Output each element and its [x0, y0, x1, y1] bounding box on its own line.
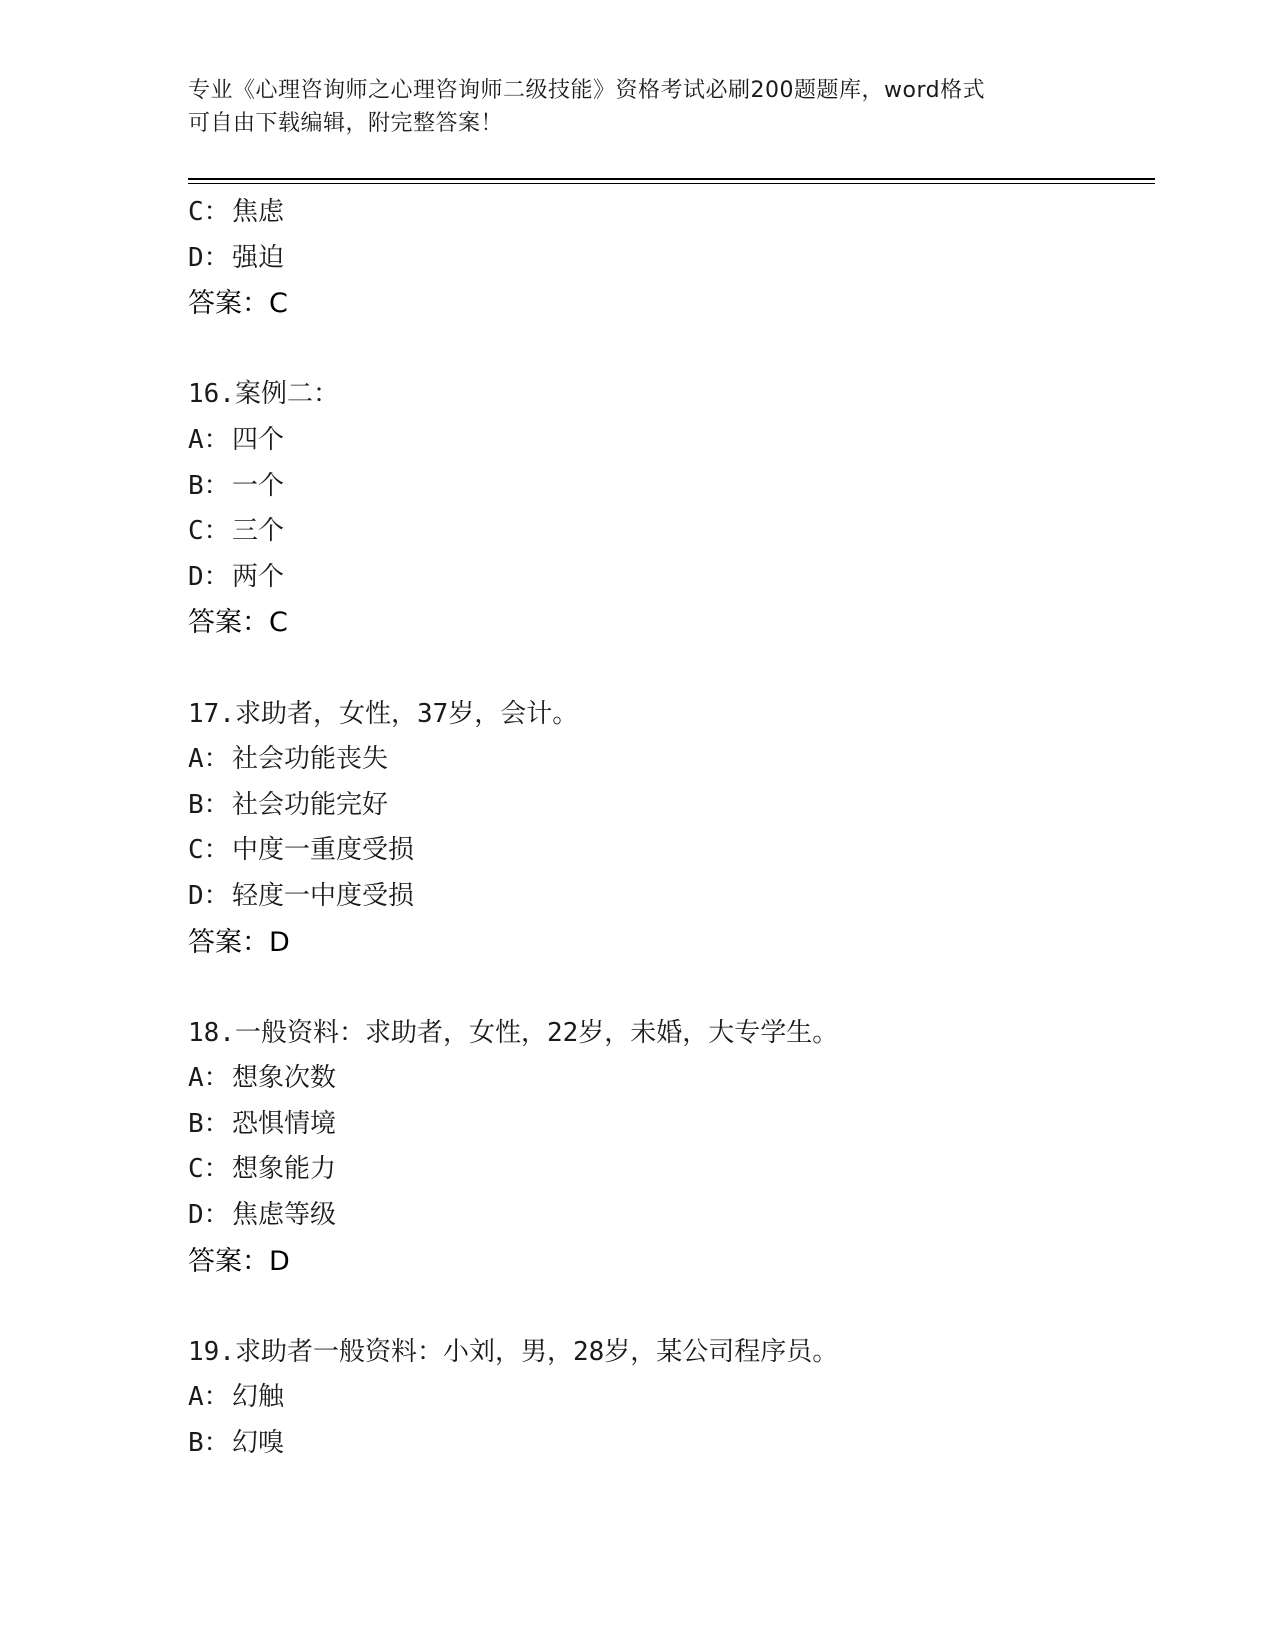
option-text: 想象能力: [232, 1154, 337, 1185]
option-letter: C：: [188, 197, 230, 227]
option-line: [188, 464, 1148, 510]
answer-line: 答案：D: [188, 1245, 290, 1277]
option-letter: D：: [188, 561, 230, 592]
option-text: 轻度一中度受损: [232, 880, 415, 911]
option-letter: B：: [188, 1428, 230, 1459]
option-line: [188, 1375, 1148, 1421]
header-title-line-1: 专业《心理咨询师之心理咨询师二级技能》资格考试必刷200题题库，word格式: [188, 78, 986, 103]
option-letter: C：: [188, 516, 230, 547]
option-text: 想象次数: [232, 1063, 337, 1094]
option-letter: C：: [188, 835, 230, 866]
option-letter: C：: [188, 1154, 230, 1185]
option-line: [188, 509, 1148, 555]
spacer: [188, 965, 1148, 1011]
option-text: 幻触: [232, 1382, 285, 1413]
answer-line: 答案：C: [188, 607, 288, 639]
option-text: 一个: [232, 470, 285, 501]
spacer: [188, 327, 1148, 373]
option-line: [188, 1056, 1148, 1102]
option-line: [188, 1421, 1148, 1467]
option-line: [188, 737, 1148, 783]
option-letter: B：: [188, 789, 230, 820]
option-line: [188, 1147, 1148, 1193]
question-text: 17.求助者，女性，37岁，会计。: [188, 698, 579, 729]
option-letter: D：: [188, 242, 230, 273]
option-line: [188, 828, 1148, 874]
option-line: [188, 555, 1148, 601]
option-letter: A：: [188, 744, 230, 775]
option-line: [188, 1193, 1148, 1239]
option-letter: D：: [188, 1200, 230, 1231]
option-text: 社会功能完好: [232, 789, 389, 820]
spacer: [188, 646, 1148, 692]
option-text: 焦虑: [232, 197, 285, 227]
option-text: 三个: [232, 516, 285, 547]
option-letter: D：: [188, 880, 230, 911]
option-line: [188, 874, 1148, 920]
header-divider-thin: [188, 183, 1155, 184]
option-text: 社会功能丧失: [232, 744, 389, 775]
option-letter: B：: [188, 1108, 230, 1139]
option-text: 幻嗅: [232, 1428, 285, 1459]
option-line: [188, 1102, 1148, 1148]
option-text: 四个: [232, 424, 285, 455]
answer-line: 答案：D: [188, 926, 290, 958]
document-header: [188, 74, 1078, 140]
option-text: 中度一重度受损: [232, 835, 415, 866]
option-line: [188, 190, 1148, 236]
option-text: 两个: [232, 561, 285, 592]
question-list: [188, 190, 1148, 1467]
option-letter: A：: [188, 424, 230, 455]
option-text: 焦虑等级: [232, 1200, 337, 1231]
header-divider-thick: [188, 178, 1155, 180]
option-line: [188, 418, 1148, 464]
option-letter: B：: [188, 470, 230, 501]
option-letter: A：: [188, 1063, 230, 1094]
option-line: [188, 783, 1148, 829]
spacer: [188, 1284, 1148, 1330]
option-line: [188, 236, 1148, 282]
option-letter: A：: [188, 1382, 230, 1413]
question-text: 16.案例二：: [188, 379, 339, 410]
header-title-line-2: 可自由下载编辑，附完整答案！: [188, 111, 504, 136]
option-text: 恐惧情境: [232, 1108, 337, 1139]
question-text: 19.求助者一般资料：小刘，男，28岁，某公司程序员。: [188, 1336, 839, 1367]
option-text: 强迫: [232, 242, 285, 273]
question-text: 18.一般资料：求助者，女性，22岁，未婚，大专学生。: [188, 1017, 839, 1048]
answer-line: 答案：C: [188, 288, 288, 320]
